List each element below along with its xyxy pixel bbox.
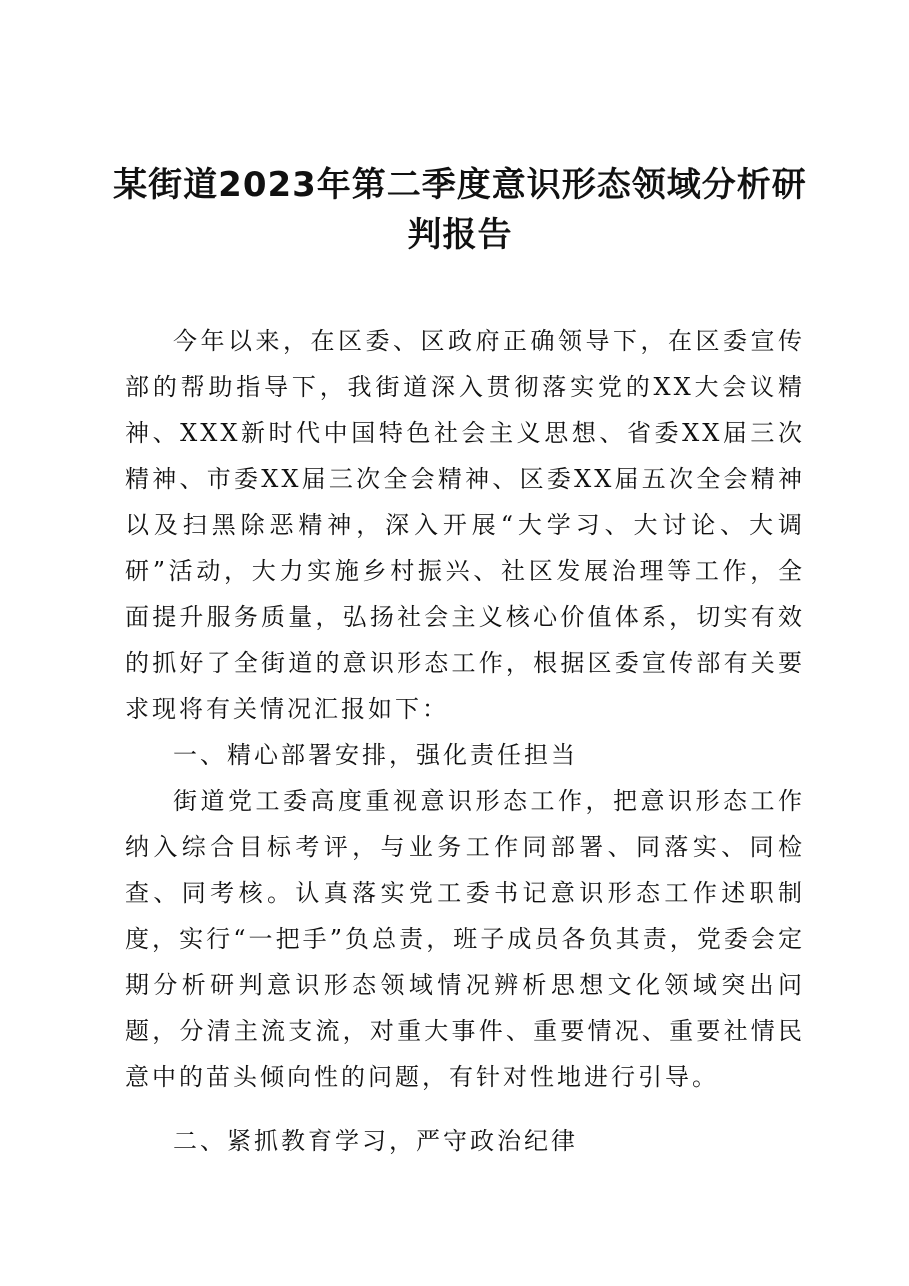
intro-paragraph: 今年以来，在区委、区政府正确领导下，在区委宣传部的帮助指导下，我街道深入贯彻落实党的XX大会议精神、XXX新时代中国特色社会主义思想、省委XX届三次精神、市委XX届三次全会精神、区委XX届五次全会精神以及扫黑除恶精神，深入开展“大学习、大讨论、大调研”活动，大力实施乡村振兴、社区发展治理等工作，全面提升服务质量，弘扬社会主义核心价值体系，切实有效的抓好了全街道的意识形态工作，根据区委宣传部有关要求现将有关情况汇报如下： (125, 327, 805, 723)
section-1-paragraph: 街道党工委高度重视意识形态工作，把意识形态工作纳入综合目标考评，与业务工作同部署、同落实、同检查、同考核。认真落实党工委书记意识形态工作述职制度，实行“一把手”负总责，班子成员各负其责，党委会定期分析研判意识形态领域情况辨析思想文化领域突出问题，分清主流支流，对重大事件、重要情况、重要社情民意中的苗头倾向性的问题，有针对性地进行引导。 (125, 787, 805, 1091)
document-body (125, 318, 805, 1164)
document-title: 某街道2023年第二季度意识形态领域分析研判报告 (113, 165, 807, 255)
paragraph-spacer (125, 1100, 805, 1118)
section-heading-2: 二、紧抓教育学习，严守政治纪律 (173, 1127, 578, 1155)
section-heading-1: 一、精心部署安排，强化责任担当 (173, 741, 578, 769)
